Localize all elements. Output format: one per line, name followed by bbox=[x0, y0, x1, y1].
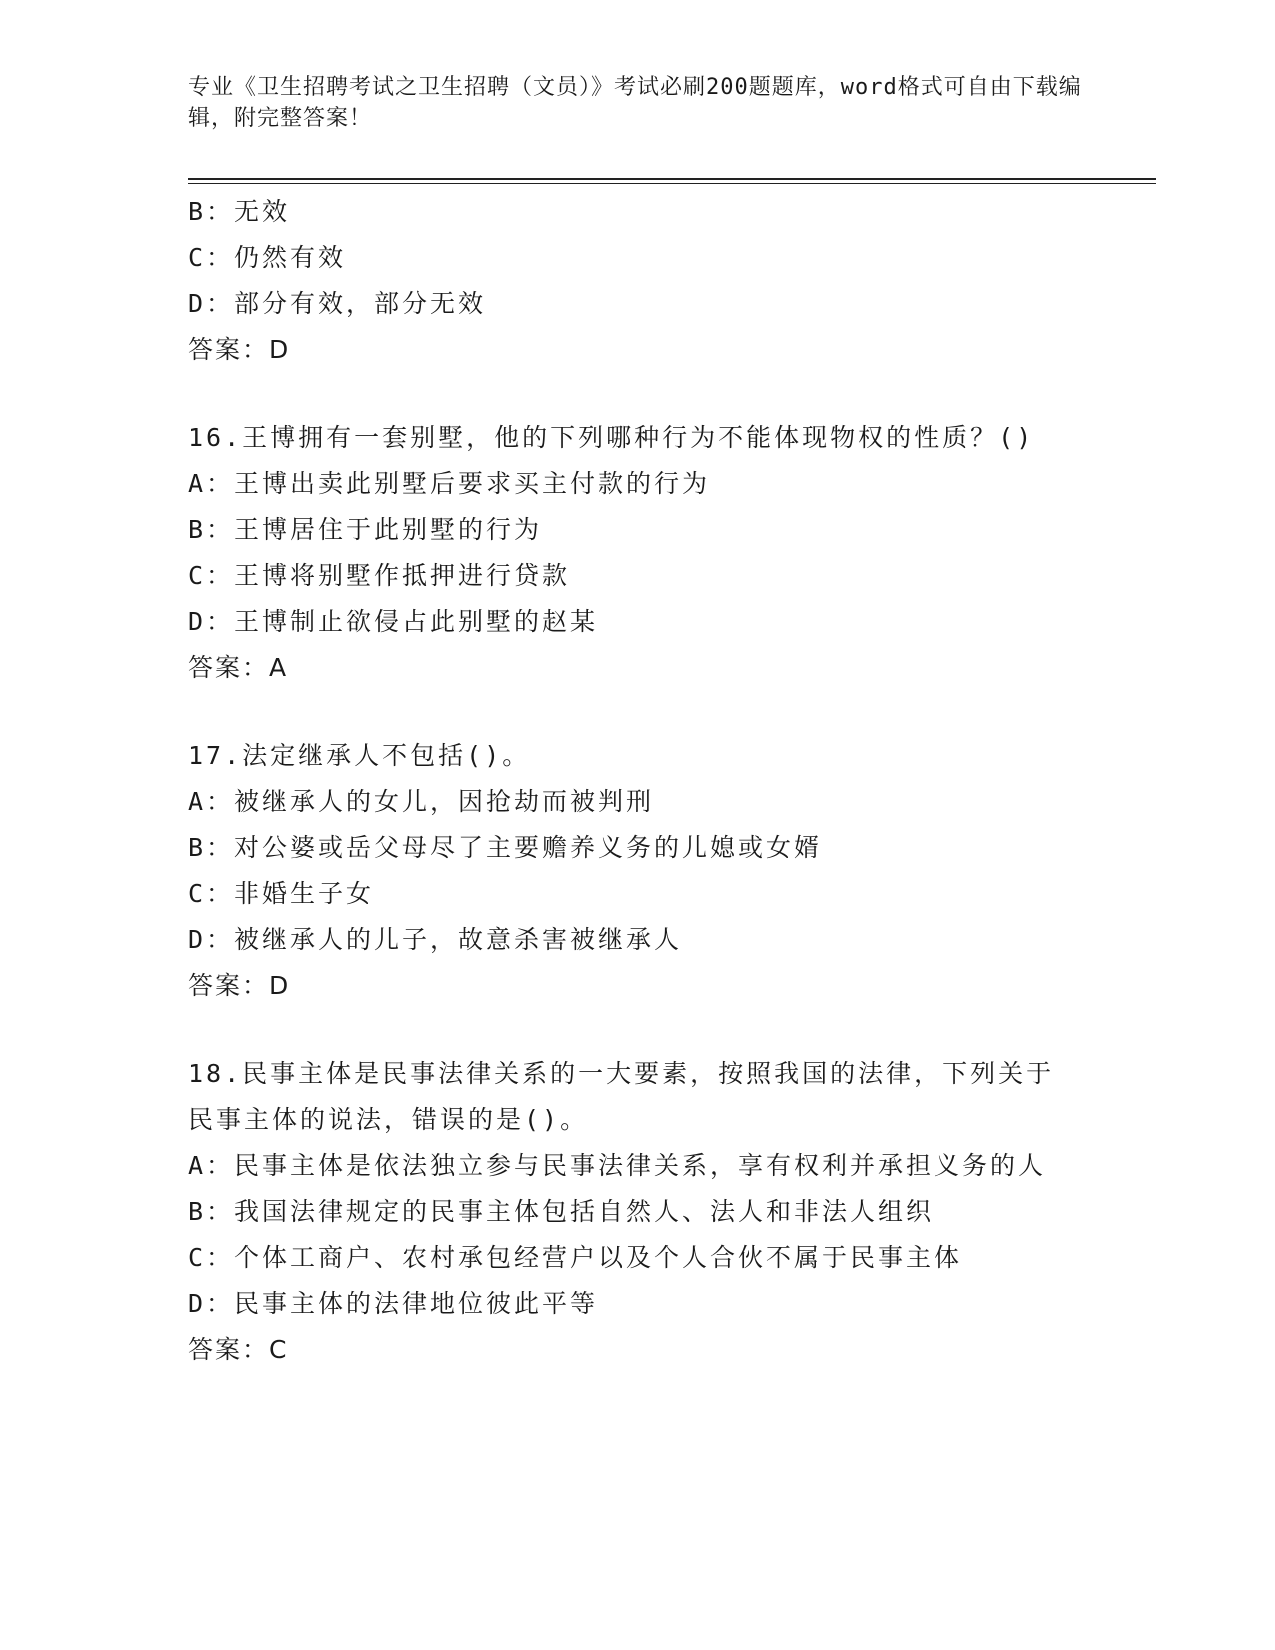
answer-line: 答案：D bbox=[188, 335, 291, 364]
question-block-16 bbox=[188, 415, 1088, 691]
answer-line: 答案：A bbox=[188, 653, 289, 682]
option-b: B：王博居住于此别墅的行为 bbox=[188, 515, 543, 544]
question-block-partial bbox=[188, 189, 1088, 373]
question-stem: 16.王博拥有一套别墅，他的下列哪种行为不能体现物权的性质？() bbox=[188, 423, 1035, 452]
option-c: C：王博将别墅作抵押进行贷款 bbox=[188, 561, 571, 590]
option-d: D：王博制止欲侵占此别墅的赵某 bbox=[188, 607, 599, 636]
option-a: A：民事主体是依法独立参与民事法律关系，享有权利并承担义务的人 bbox=[188, 1151, 1047, 1180]
option-d: D：部分有效，部分无效 bbox=[188, 289, 487, 318]
option-c: C：非婚生子女 bbox=[188, 879, 375, 908]
option-b: B：对公婆或岳父母尽了主要赡养义务的儿媳或女婿 bbox=[188, 833, 823, 862]
option-b: B：无效 bbox=[188, 197, 291, 226]
question-stem: 18.民事主体是民事法律关系的一大要素，按照我国的法律，下列关于民事主体的说法，错误的是()。 bbox=[188, 1059, 1055, 1134]
header-divider-thin bbox=[188, 183, 1156, 184]
header-divider-thick bbox=[188, 178, 1156, 180]
option-b: B：我国法律规定的民事主体包括自然人、法人和非法人组织 bbox=[188, 1197, 935, 1226]
spacer bbox=[188, 691, 1088, 733]
option-c: C：仍然有效 bbox=[188, 243, 347, 272]
spacer bbox=[188, 373, 1088, 415]
document-header: 专业《卫生招聘考试之卫生招聘（文员）》考试必刷200题题库，word格式可自由下载编辑，附完整答案！ bbox=[188, 75, 1082, 131]
option-a: A：被继承人的女儿，因抢劫而被判刑 bbox=[188, 787, 655, 816]
answer-line: 答案：D bbox=[188, 971, 291, 1000]
question-list bbox=[188, 189, 1088, 1373]
answer-line: 答案：C bbox=[188, 1335, 289, 1364]
option-d: D：民事主体的法律地位彼此平等 bbox=[188, 1289, 599, 1318]
spacer bbox=[188, 1009, 1088, 1051]
question-stem: 17.法定继承人不包括()。 bbox=[188, 741, 531, 770]
question-block-18 bbox=[188, 1051, 1088, 1373]
question-block-17 bbox=[188, 733, 1088, 1009]
option-a: A：王博出卖此别墅后要求买主付款的行为 bbox=[188, 469, 711, 498]
option-c: C：个体工商户、农村承包经营户以及个人合伙不属于民事主体 bbox=[188, 1243, 963, 1272]
option-d: D：被继承人的儿子，故意杀害被继承人 bbox=[188, 925, 683, 954]
